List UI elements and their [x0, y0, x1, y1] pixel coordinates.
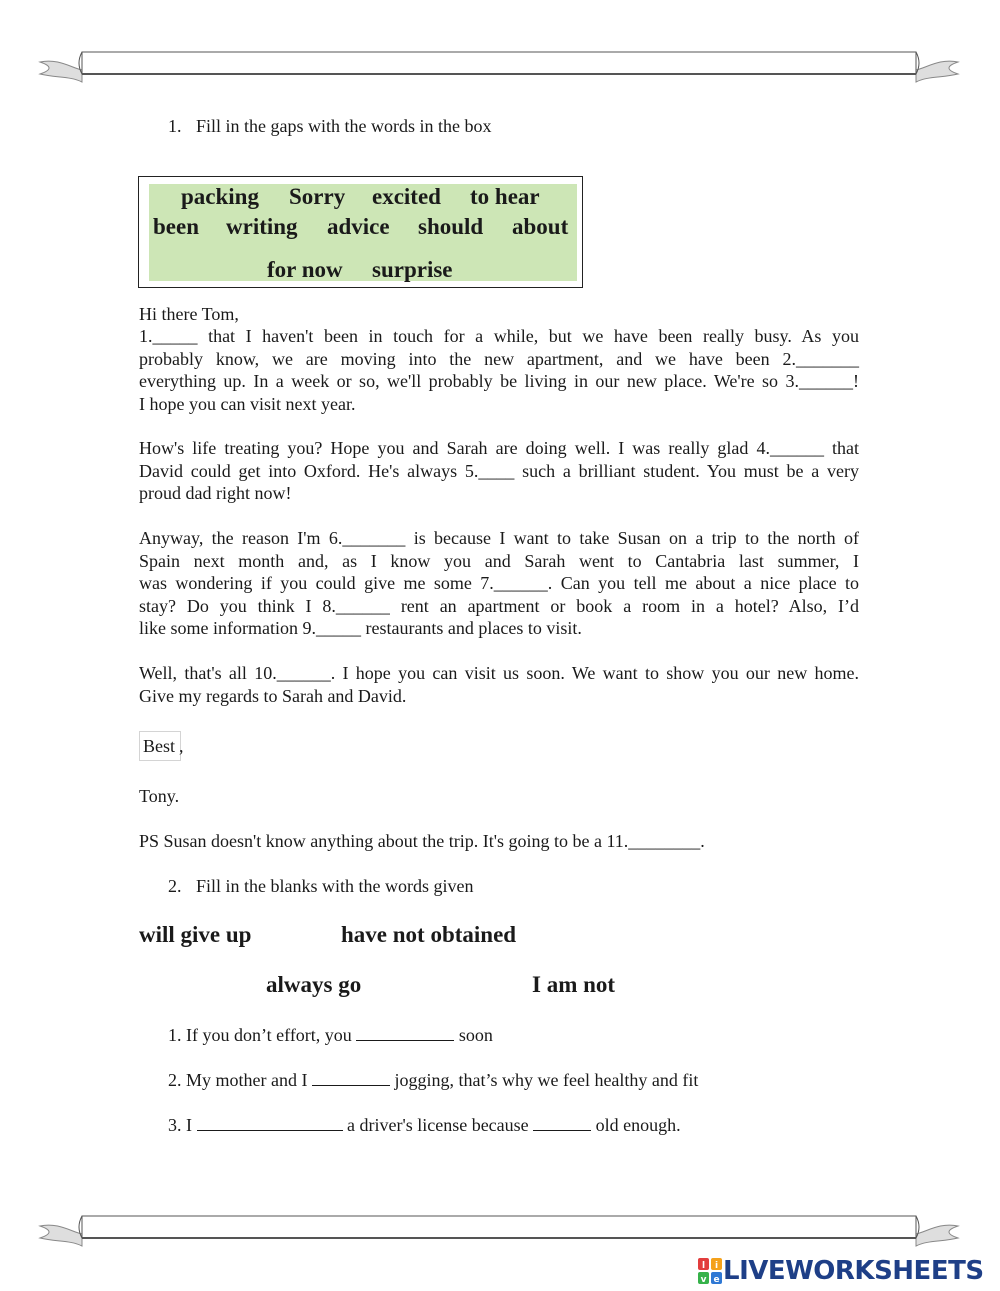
text-line: How's life treating you? Hope you and Sarah are doing well. I was really glad 4.______ that — [139, 438, 859, 458]
text-line: I hope you can visit next year. — [139, 393, 356, 414]
text-line: proud dad right now! — [139, 483, 292, 504]
text-line: probably know, we are moving into the new apartment, and we have been 2._______ — [139, 348, 859, 369]
exercise-2-number: 2. — [168, 876, 182, 896]
word-box-item: Sorry — [289, 184, 346, 209]
sentence-1: 1. If you don’t effort, you soon — [168, 1025, 493, 1045]
top-scroll-border — [38, 48, 960, 84]
letter-paragraph-1 — [139, 325, 859, 415]
given-word: will give up — [139, 922, 252, 947]
logo-letter-l: l — [701, 1261, 706, 1271]
letter-greeting: Hi there Tom, — [139, 304, 239, 324]
exercise-1-title — [168, 116, 491, 137]
text-line: 1._____ that I haven't been in touch for a while, but we have been really busy. As you — [139, 326, 859, 346]
answer-blank[interactable] — [197, 1114, 343, 1131]
word-box-item: been — [153, 214, 199, 239]
given-word: have not obtained — [341, 922, 517, 947]
letter-paragraph-4 — [139, 662, 859, 707]
exercise-1-instruction: Fill in the gaps with the words in the box — [196, 116, 492, 136]
text-line: Well, that's all 10.______. I hope you can visit us soon. We want to show you our new home. — [139, 663, 859, 683]
sentence-3: 3. I a driver's license because old enough. — [168, 1115, 681, 1135]
liveworksheets-logo-icon — [697, 1257, 723, 1285]
logo-letter-v: v — [700, 1275, 707, 1285]
word-box-item: packing — [181, 184, 259, 209]
answer-blank[interactable] — [356, 1024, 454, 1041]
text-line: David could get into Oxford. He's always 5.____ such a brilliant student. You must be a very — [139, 460, 859, 481]
word-box-item: for now — [267, 257, 343, 282]
word-box-item: should — [418, 214, 484, 239]
text-line: everything up. In a week or so, we'll probably be living in our new place. We're so 3.______! — [139, 371, 859, 392]
letter-closing: Best , — [143, 736, 184, 756]
word-box-item: writing — [226, 214, 298, 239]
answer-blank[interactable] — [533, 1114, 591, 1131]
letter-postscript: PS Susan doesn't know anything about the trip. It's going to be a 11.________. — [139, 831, 705, 851]
text-line: Give my regards to Sarah and David. — [139, 685, 407, 706]
text-line: Anyway, the reason I'm 6._______ is because I want to take Susan on a trip to the north of — [139, 528, 859, 548]
exercise-1-number: 1. — [168, 116, 182, 136]
letter-signature: Tony. — [139, 786, 180, 806]
word-box-item: surprise — [372, 257, 453, 282]
letter-paragraph-2 — [139, 437, 859, 505]
text-line: Spain next month and, as I know you and Sarah went to Cantabria last summer, I — [139, 550, 859, 571]
text-line: stay? Do you think I 8.______ rent an apartment or book a room in a hotel? Also, I’d — [139, 595, 859, 616]
text-line: like some information 9._____ restaurants and places to visit. — [139, 618, 582, 639]
bottom-scroll-border — [38, 1212, 960, 1248]
exercise-2-instruction: Fill in the blanks with the words given — [196, 876, 474, 896]
word-box-item: to hear — [470, 184, 540, 209]
logo-letter-i: i — [714, 1261, 719, 1271]
liveworksheets-logo — [697, 1256, 984, 1286]
exercise-2-title — [168, 876, 473, 897]
letter-paragraph-3 — [139, 527, 859, 640]
given-word: I am not — [532, 972, 616, 997]
sentence-2: 2. My mother and I jogging, that’s why we feel healthy and fit — [168, 1070, 699, 1090]
logo-letter-e: e — [713, 1275, 720, 1285]
liveworksheets-logo-text: LIVEWORKSHEETS — [723, 1256, 984, 1286]
answer-blank[interactable] — [312, 1069, 390, 1086]
word-box-item: advice — [327, 214, 390, 239]
word-box-item: excited — [372, 184, 441, 209]
text-line: was wondering if you could give me some 7.______. Can you tell me about a nice place to — [139, 573, 859, 594]
given-word: always go — [266, 972, 362, 997]
word-box-item: about — [512, 214, 569, 239]
